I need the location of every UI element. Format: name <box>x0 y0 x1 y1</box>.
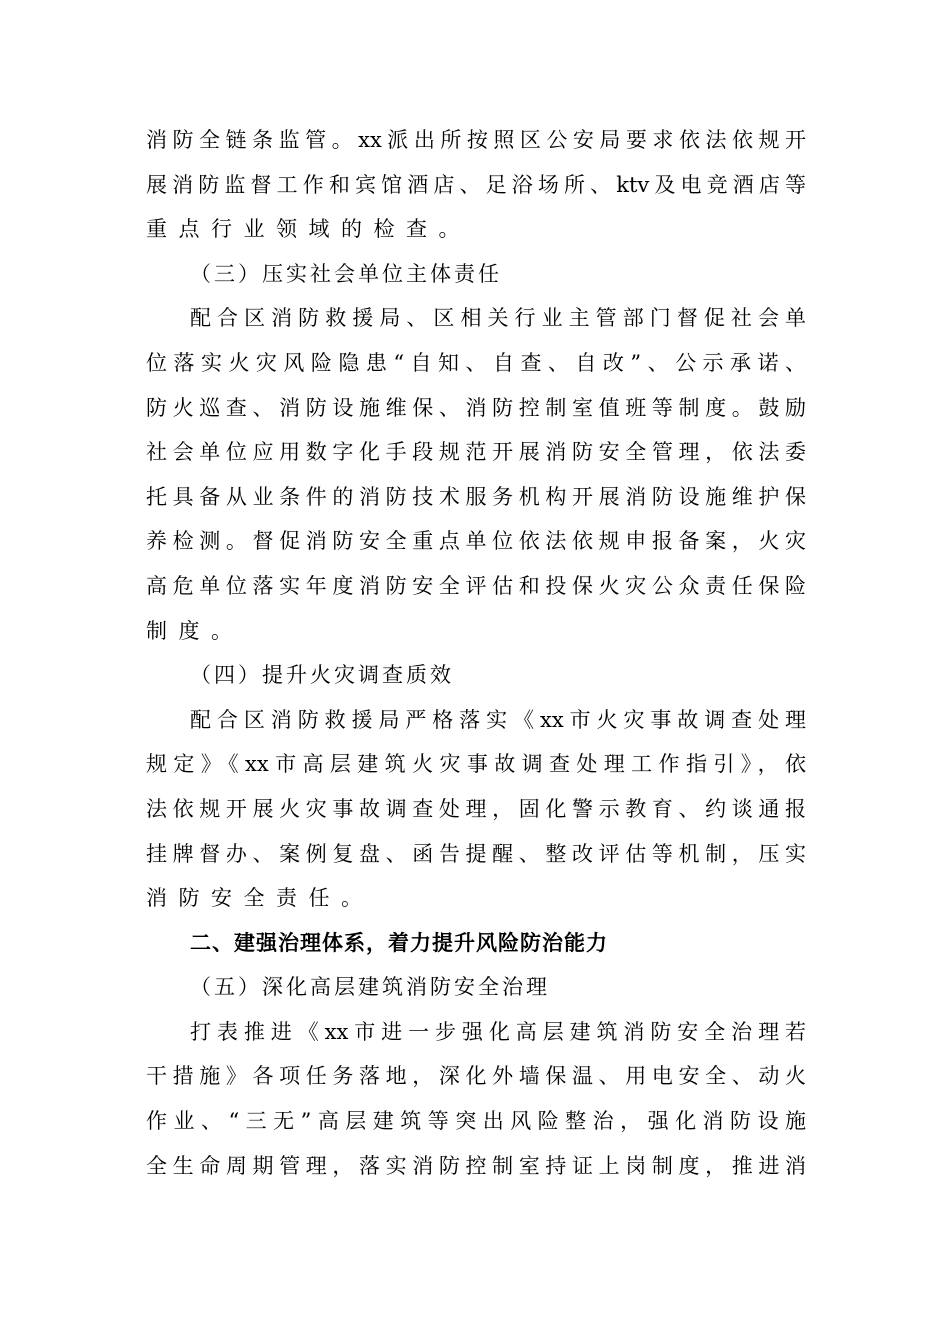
paragraph-line: 高危单位落实年度消防安全评估和投保火灾公众责任保险 <box>146 573 806 598</box>
section-subheading: （四）提升火灾调查质效 <box>190 663 454 688</box>
paragraph-line: 规定》《xx市高层建筑火灾事故调查处理工作指引》，依 <box>146 752 806 777</box>
paragraph-line: 位落实火灾风险隐患“自知、自查、自改”、公示承诺、 <box>146 350 806 375</box>
paragraph-line: 展消防监督工作和宾馆酒店、足浴场所、ktv及电竞酒店等 <box>146 172 806 197</box>
paragraph-line: 重点行业领域的检查。 <box>146 217 471 242</box>
paragraph-line: 配合区消防救援局、区相关行业主管部门督促社会单 <box>190 306 806 331</box>
paragraph-line: 打表推进《xx市进一步强化高层建筑消防安全治理若 <box>190 1019 806 1044</box>
document-page <box>146 118 806 1188</box>
paragraph-line: 作业、“三无”高层建筑等突出风险整治，强化消防设施 <box>146 1109 806 1134</box>
paragraph-line: 挂牌督办、案例复盘、函告提醒、整改评估等机制，压实 <box>146 841 806 866</box>
section-subheading: （五）深化高层建筑消防安全治理 <box>190 975 550 1000</box>
paragraph-line: 社会单位应用数字化手段规范开展消防安全管理，依法委 <box>146 440 806 465</box>
paragraph-line: 制度。 <box>146 618 244 643</box>
paragraph-line: 全生命周期管理，落实消防控制室持证上岗制度，推进消 <box>146 1153 806 1178</box>
paragraph-line: 消防全链条监管。xx派出所按照区公安局要求依法依规开 <box>146 128 806 152</box>
paragraph-line: 配合区消防救援局严格落实《xx市火灾事故调查处理 <box>190 707 806 732</box>
section-subheading: （三）压实社会单位主体责任 <box>190 261 502 286</box>
paragraph-line: 托具备从业条件的消防技术服务机构开展消防设施维护保 <box>146 484 806 509</box>
paragraph-line: 防火巡查、消防设施维保、消防控制室值班等制度。鼓励 <box>146 395 806 420</box>
paragraph-line: 养检测。督促消防安全重点单位依法依规申报备案，火灾 <box>146 529 806 554</box>
section-heading: 二、建强治理体系，着力提升风险防治能力 <box>190 930 608 955</box>
paragraph-line: 干措施》各项任务落地，深化外墙保温、用电安全、动火 <box>146 1064 806 1089</box>
paragraph-line: 消防安全责任。 <box>146 886 374 911</box>
paragraph-line: 法依规开展火灾事故调查处理，固化警示教育、约谈通报 <box>146 796 806 821</box>
